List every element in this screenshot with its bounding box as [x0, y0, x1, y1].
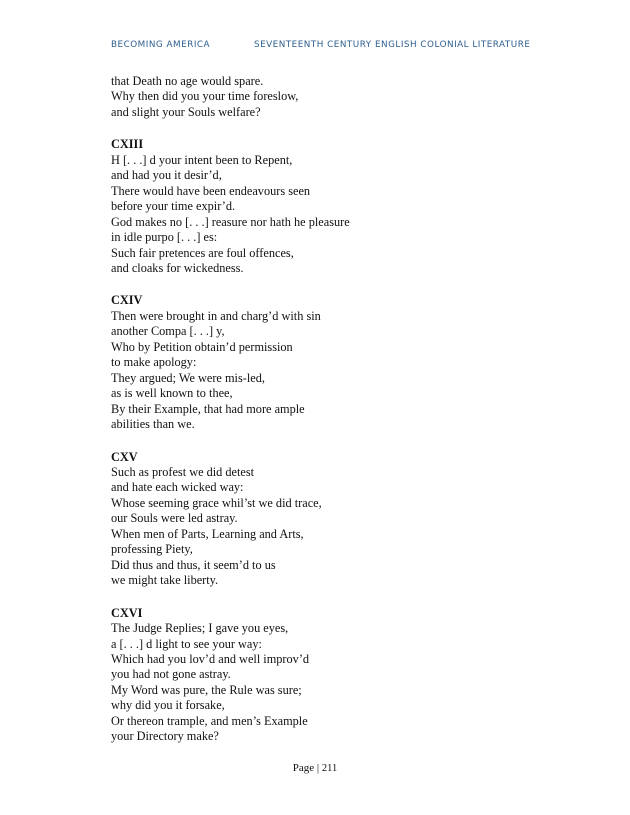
verse-line: before your time expir’d. [111, 199, 236, 214]
page-footer [0, 762, 630, 774]
page-number: 211 [321, 763, 338, 774]
verse-line: abilities than we. [111, 417, 195, 432]
header-book-title: BECOMING AMERICA [111, 40, 211, 50]
verse-line: and hate each wicked way: [111, 480, 244, 495]
verse-line: why did you it forsake, [111, 698, 225, 713]
stanza-heading: CXV [111, 449, 138, 464]
verse-line: and cloaks for wickedness. [111, 260, 244, 275]
verse-line: Whose seeming grace whil’st we did trace, [111, 495, 322, 510]
verse-line: we might take liberty. [111, 573, 219, 588]
verse-line: a [. . .] d light to see your way: [111, 636, 262, 651]
poem-body [111, 74, 511, 762]
verse-line: God makes no [. . .] reasure nor hath he pleasure [111, 214, 350, 229]
stanza [111, 293, 511, 432]
verse-line: When men of Parts, Learning and Arts, [111, 526, 304, 541]
stanza [111, 450, 511, 589]
verse-line: you had not gone astray. [111, 667, 231, 682]
header-section-title: SEVENTEENTH CENTURY ENGLISH COLONIAL LITERATURE [254, 40, 531, 50]
verse-line: My Word was pure, the Rule was sure; [111, 682, 302, 697]
stanza-heading: CXVI [111, 605, 143, 620]
verse-line: Which had you lov’d and well improv’d [111, 651, 310, 666]
stanza [111, 606, 511, 745]
verse-line: and slight your Souls welfare? [111, 104, 261, 119]
verse-line: our Souls were led astray. [111, 511, 238, 526]
footer-page-label: Page [292, 762, 315, 774]
verse-line: Such as profest we did detest [111, 464, 255, 479]
verse-line: to make apology: [111, 355, 197, 370]
verse-line: There would have been endeavours seen [111, 183, 311, 198]
running-header [111, 40, 531, 54]
verse-line: The Judge Replies; I gave you eyes, [111, 621, 289, 636]
verse-line: Who by Petition obtain’d permission [111, 339, 293, 354]
verse-line: Did thus and thus, it seem’d to us [111, 557, 276, 572]
verse-line: They argued; We were mis-led, [111, 370, 265, 385]
verse-line: that Death no age would spare. [111, 74, 264, 88]
footer-separator: | [316, 762, 320, 774]
verse-line: H [. . .] d your intent been to Repent, [111, 152, 293, 167]
verse-line: By their Example, that had more ample [111, 401, 305, 416]
stanza [111, 137, 511, 276]
stanza-heading: CXIII [111, 137, 144, 152]
verse-line: as is well known to thee, [111, 386, 233, 401]
verse-line: Why then did you your time foreslow, [111, 89, 299, 104]
verse-line: Or thereon trample, and men’s Example [111, 713, 308, 728]
verse-line: Such fair pretences are foul offences, [111, 245, 294, 260]
verse-line: in idle purpo [. . .] es: [111, 230, 218, 245]
verse-line: another Compa [. . .] y, [111, 324, 225, 339]
stanza-heading: CXIV [111, 293, 143, 308]
verse-line: Then were brought in and charg’d with sin [111, 308, 321, 323]
stanza [111, 74, 511, 120]
verse-line: your Directory make? [111, 729, 219, 744]
verse-line: and had you it desir’d, [111, 168, 222, 183]
verse-line: professing Piety, [111, 542, 193, 557]
